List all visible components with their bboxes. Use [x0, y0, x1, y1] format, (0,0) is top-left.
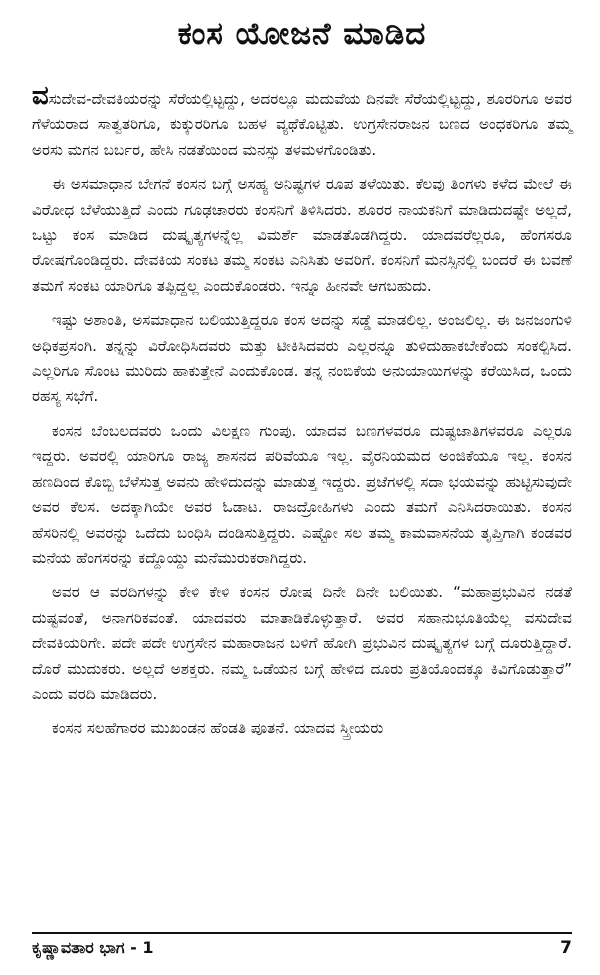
paragraph-6: ಕಂಸನ ಸಲಹೆಗಾರರ ಮುಖಂಡನ ಹೆಂಡತಿ ಪೂತನೆ. ಯಾದವ ಸ್ತ್ರೀಯರು: [52, 719, 384, 738]
drop-cap-letter: ವ: [32, 81, 49, 111]
page-number: 7: [560, 938, 572, 958]
chapter-body: [32, 81, 572, 742]
paragraph-1-text: ಸುದೇವ-ದೇವಕಿಯರನ್ನು ಸೆರೆಯಲ್ಲಿಟ್ಟದ್ದು, ಅದರಲ್ಲೂ ಮದುವೆಯ ದಿನವೇ ಸೆರೆಯಲ್ಲಿಟ್ಟದ್ದು, ಶೂರರಿಗೂ ಅವರ ಗೆಳೆಯರಾದ ಸಾತ್ವತರಿಗೂ, ಕುಕ್ಕುರರಿಗೂ ಬಹಳ ವ್ಯಥೆಕೊಟ್ಟಿತು. ಉಗ್ರಸೇನರಾಜನ ಬಣದ ಅಂಧಕರಿಗೂ ತಮ್ಮ ಅರಸು ಮಗನ ಬರ್ಬರ, ಹೇಸಿ ನಡತೆಯಿಂದ ಮನಸ್ಸು ತಳಮಳಗೊಂಡಿತು.: [32, 90, 572, 159]
chapter-title: ಕಂಸ ಯೋಜನೆ ಮಾಡಿದ: [177, 16, 427, 52]
page-footer: [32, 932, 572, 958]
paragraph-4: ಕಂಸನ ಬೆಂಬಲದವರು ಒಂದು ವಿಲಕ್ಷಣ ಗುಂಪು. ಯಾದವ ಬಣಗಳವರೂ ದುಷ್ಟಜಾತಿಗಳವರೂ ಎಲ್ಲರೂ ಇದ್ದರು. ಅವರಲ್ಲಿ ಯಾರಿಗೂ ರಾಜ್ಯ ಶಾಸನದ ಪರಿವೆಯೂ ಇಲ್ಲ. ವೈರನಿಯಮದ ಅಂಜಿಕೆಯೂ ಇಲ್ಲ. ಕಂಸನ ಹಣದಿಂದ ಕೊಬ್ಬಿ ಬೆಳೆಸುತ್ತ ಅವನು ಹೇಳಿದುದನ್ನು ಮಾಡುತ್ತ ಇದ್ದರು. ಪ್ರಜೆಗಳಲ್ಲಿ ಸದಾ ಭಯವನ್ನು ಹುಟ್ಟಿಸುವುದೇ ಅವರ ಕೆಲಸ. ಅದಕ್ಕಾಗಿಯೇ ಅವರ ಓಡಾಟ. ರಾಜದ್ರೋಹಿಗಳು ಎಂದು ತಮಗೆ ಎನಿಸಿದರಾಯಿತು. ಕಂಸನ ಹೆಸರಿನಲ್ಲಿ ಅವರನ್ನು ಒದೆದು ಬಂಧಿಸಿ ದಂಡಿಸುತ್ತಿದ್ದರು. ಎಷ್ಟೋ ಸಲ ತಮ್ಮ ಕಾಮವಾಸನೆಯ ತೃಪ್ತಿಗಾಗಿ ಕಂಡವರ ಮನೆಯ ಹೆಂಗಸರನ್ನು ಕದ್ದೊಯ್ದು ಮನೆಮುರುಕರಾಗಿದ್ದರು.: [32, 421, 572, 567]
paragraph-2: ಈ ಅಸಮಾಧಾನ ಬೇಗನೆ ಕಂಸನ ಬಗ್ಗೆ ಅಸಹ್ಯ ಅನಿಷ್ಟಗಳ ರೂಪ ತಳೆಯಿತು. ಕೆಲವು ತಿಂಗಳು ಕಳೆದ ಮೇಲೆ ಈ ವಿರೋಧ ಬೆಳೆಯುತ್ತಿದೆ ಎಂದು ಗೂಢಚಾರರು ಕಂಸನಿಗೆ ತಿಳಿಸಿದರು. ಶೂರರ ನಾಯಕನಿಗೆ ಮಾಡಿದುದಷ್ಟೇ ಅಲ್ಲದೆ, ಒಟ್ಟು ಕಂಸ ಮಾಡಿದ ದುಷ್ಕೃತ್ಯಗಳನ್ನೆಲ್ಲ ವಿಮರ್ಶೆ ಮಾಡತೊಡಗಿದ್ದರು. ಯಾದವರೆಲ್ಲರೂ, ಹೆಂಗಸರೂ ರೋಷಗೊಂಡಿದ್ದರು. ದೇವಕಿಯ ಸಂಕಟ ತಮ್ಮ ಸಂಕಟ ಎನಿಸಿತು ಅವರಿಗೆ. ಕಂಸನಿಗೆ ಮನಸ್ಸಿನಲ್ಲಿ ಬಂದರೆ ಈ ಬವಣೆ ತಮಗೆ ಸಂಕಟ ಯಾರಿಗೂ ತಪ್ಪಿದ್ದಲ್ಲ ಎಂದುಕೊಂಡರು. ಇನ್ನೂ ಹೀನವೇ ಆಗಬಹುದು.: [32, 175, 572, 295]
running-footer-title: ಕೃಷ್ಣಾವತಾರ ಭಾಗ - 1: [32, 938, 154, 957]
paragraph-3: ಇಷ್ಟು ಅಶಾಂತಿ, ಅಸಮಾಧಾನ ಬಲಿಯುತ್ತಿದ್ದರೂ ಕಂಸ ಅದನ್ನು ಸಡ್ಡೆ ಮಾಡಲಿಲ್ಲ. ಅಂಜಲಿಲ್ಲ. ಈ ಜನಜಂಗುಳಿ ಅಧಿಕಪ್ರಸಂಗಿ. ತನ್ನನ್ನು ವಿರೋಧಿಸಿದವರು ಮತ್ತು ಟೀಕಿಸಿದವರು ಎಲ್ಲರನ್ನೂ ತುಳಿದುಹಾಕಬೇಕೆಂದು ಸಂಕಲ್ಪಿಸಿದ. ಎಲ್ಲರಿಗೂ ಸೊಂಟ ಮುರಿದು ಹಾಕುತ್ತೇನೆ ಎಂದುಕೊಂಡ. ತನ್ನ ನಂಬಿಕೆಯ ಅನುಯಾಯಿಗಳನ್ನು ಕರೆಯಿಸಿದ, ಒಂದು ರಹಸ್ಯ ಸಭೆಗೆ.: [32, 311, 572, 406]
paragraph-5: ಅವರ ಆ ವರದಿಗಳನ್ನು ಕೇಳಿ ಕೇಳಿ ಕಂಸನ ರೋಷ ದಿನೇ ದಿನೇ ಬಲಿಯಿತು. “ಮಹಾಪ್ರಭುವಿನ ನಡತೆ ದುಷ್ಟವಂತೆ, ಅನಾಗರಿಕವಂತೆ. ಯಾದವರು ಮಾತಾಡಿಕೊಳ್ಳುತ್ತಾರೆ. ಅವರ ಸಹಾನುಭೂತಿಯೆಲ್ಲ ವಸುದೇವ ದೇವಕಿಯರಿಗೇ. ಪದೇ ಪದೇ ಉಗ್ರಸೇನ ಮಹಾರಾಜನ ಬಳಿಗೆ ಹೋಗಿ ಪ್ರಭುವಿನ ದುಷ್ಕೃತ್ಯಗಳ ಬಗ್ಗೆ ದೂರುತ್ತಿದ್ದಾರೆ. ದೊರೆ ಮುದುಕರು. ಅಲ್ಲದೆ ಅಶಕ್ತರು. ನಮ್ಮ ಒಡೆಯನ ಬಗ್ಗೆ ಹೇಳಿದ ದೂರು ಪ್ರತಿಯೊಂದಕ್ಕೂ ಕಿವಿಗೊಡುತ್ತಾರೆ” ಎಂದು ವರದಿ ಮಾಡಿದರು.: [32, 583, 572, 703]
paragraph-1: [32, 81, 572, 163]
